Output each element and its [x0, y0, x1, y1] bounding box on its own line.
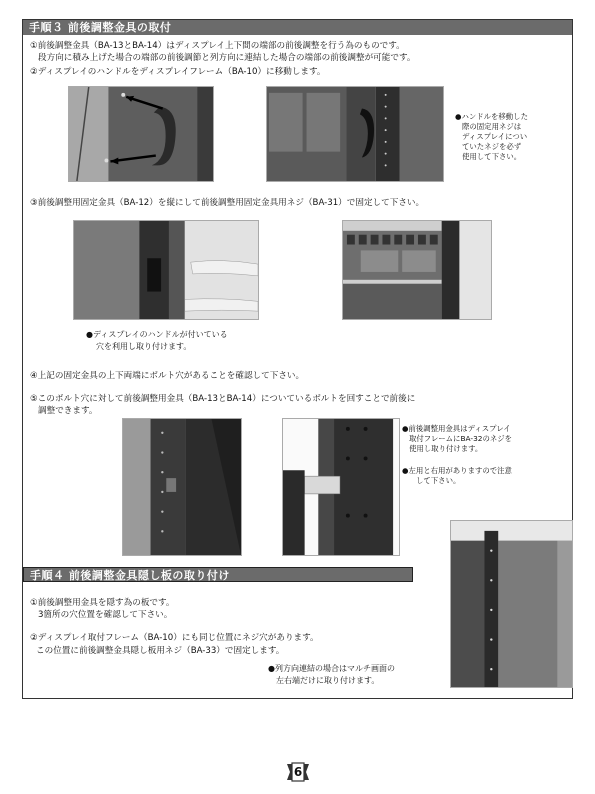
s3-line2: 段方向に積み上げた場合の端部の前後調節と列方向に連結した場合の端部の前後調整が可能です。: [38, 53, 416, 63]
note-hole-line: ●ディスプレイのハンドルが付いている: [86, 330, 228, 339]
photo-adjust-bolt: [122, 418, 242, 556]
note-bolt-line: ●前後調整用金具はディスプレイ: [402, 424, 511, 433]
photo-lr-bracket: [282, 418, 400, 556]
s3-line4: ③前後調整用固定金具（BA-12）を縦にして前後調整用固定金具用ネジ（BA-31）で固定して下さい。: [30, 198, 425, 208]
note-edge-line: ●列方向連結の場合はマルチ画面の: [268, 664, 395, 673]
section4-title: 手順４ 前後調整金具隠し板の取り付け: [23, 567, 413, 582]
s3-line3: ②ディスプレイのハンドルをディスプレイフレーム（BA-10）に移動します。: [30, 67, 326, 77]
note-lr-line: ●左用と右用がありますので注意: [402, 466, 512, 475]
photo-display-frame: [266, 86, 444, 182]
note-bolt-line: 使用し取り付けます。: [409, 444, 483, 453]
note-handle-line: ていたネジを必ず: [462, 142, 522, 151]
photo-display-stack: [342, 220, 492, 320]
s3-line6b: 調整できます。: [38, 406, 98, 416]
photo-bracket-mount: [73, 220, 259, 320]
note-lr-line: して下さい。: [416, 476, 461, 485]
s4-line2: 3箇所の穴位置を確認して下さい。: [38, 610, 173, 620]
page-number-badge: [286, 762, 310, 782]
note-edge-line: 左右端だけに取り付けます。: [276, 676, 380, 685]
s3-line6a: ⑤このボルト穴に対して前後調整用金具（BA-13とBA-14）についているボルトを回すことで前後に: [30, 394, 416, 404]
photo-handle-closeup: [68, 86, 214, 182]
photo-cover-plate: [450, 520, 573, 688]
page-number: 6: [293, 765, 303, 779]
s3-line1: ①前後調整金具（BA-13とBA-14）はディスプレイ上下間の端部の前後調整を行う為のものです。: [30, 41, 405, 51]
note-handle-line: ●ハンドルを移動した: [455, 112, 528, 121]
s4-line1: ①前後調整用金具を隠す為の板です。: [30, 598, 175, 608]
note-handle-line: 際の固定用ネジは: [462, 122, 522, 131]
s4-line3: ②ディスプレイ取付フレーム（BA-10）にも同じ位置にネジ穴があります。: [30, 633, 319, 643]
s4-line4: この位置に前後調整金具隠し板用ネジ（BA-33）で固定します。: [36, 646, 285, 656]
note-bolt-line: 取付フレームにBA-32のネジを: [409, 434, 513, 443]
section3-title: 手順３ 前後調整金具の取付: [23, 20, 572, 35]
note-handle-line: ディスプレイについ: [462, 132, 528, 141]
note-handle-line: 使用して下さい。: [462, 152, 522, 161]
s3-line5: ④上記の固定金具の上下両端にボルト穴があることを確認して下さい。: [30, 371, 305, 381]
note-hole-line: 穴を利用し取り付けます。: [96, 342, 192, 351]
